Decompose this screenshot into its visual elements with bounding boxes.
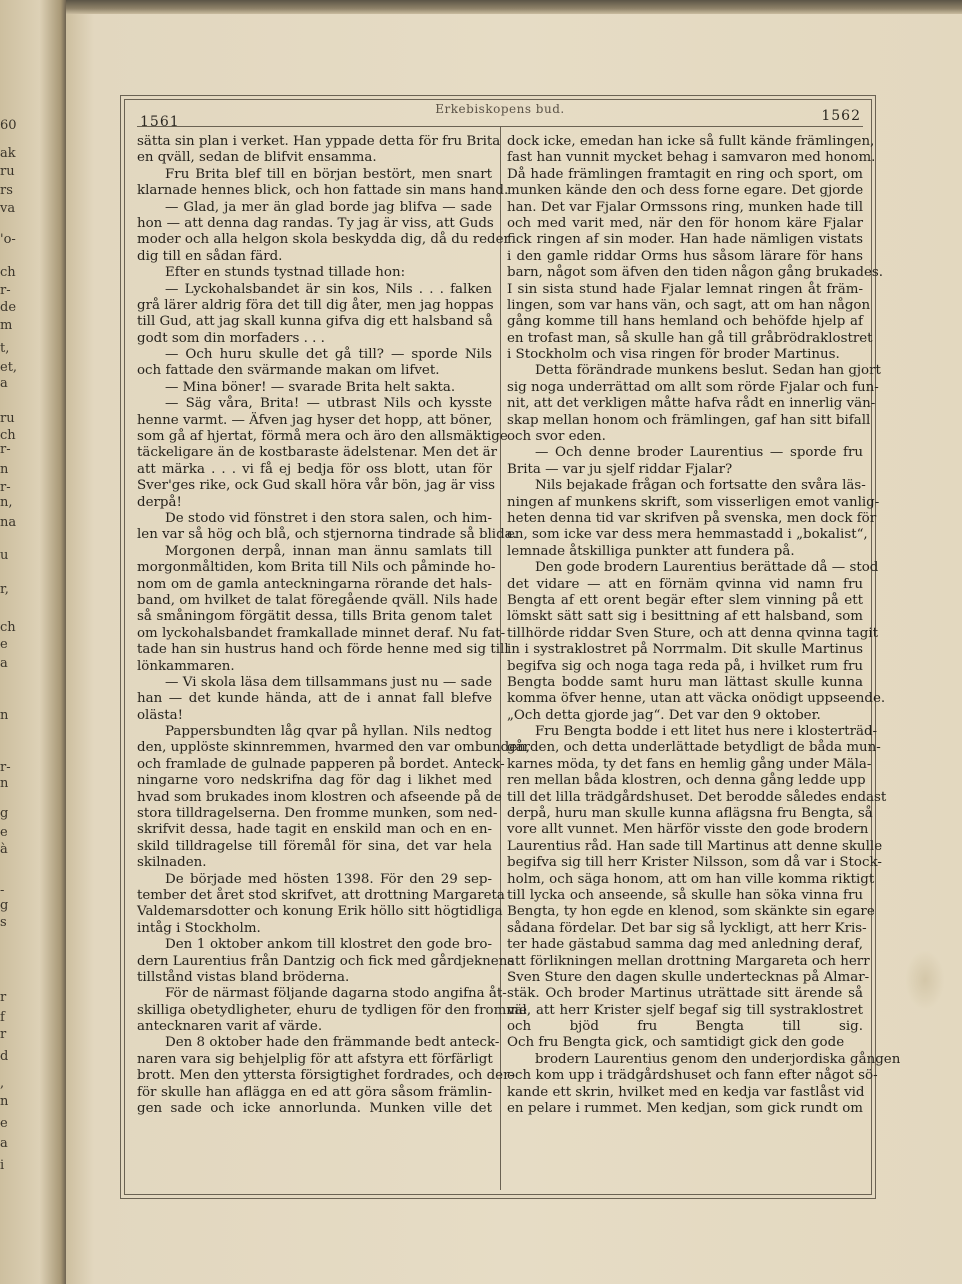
text-line: som gå af hjertat, förmå mera och äro den allsmäktige xyxy=(137,429,508,445)
margin-fragment: à xyxy=(0,842,8,857)
margin-fragment: r- xyxy=(0,480,11,495)
margin-fragment: r- xyxy=(0,442,11,457)
text-line: lemnade åtskilliga punkter att fundera på. xyxy=(507,543,795,559)
margin-fragment: de xyxy=(0,300,17,315)
margin-fragment: na xyxy=(0,515,17,530)
text-line: tillhörde riddar Sven Sture, och att denna qvinna tagit xyxy=(507,625,879,641)
text-line: derpå, huru man skulle kunna aflägsna fru Bengta, så xyxy=(507,806,873,822)
text-line: hvad som brukades inom klostren och afseende på de xyxy=(137,789,502,805)
text-line: en trofast man, så skulle han gå till gråbrödraklostret xyxy=(507,330,873,346)
margin-fragment: rs xyxy=(0,183,13,198)
text-line: heten denna tid var skrifven på svenska, men dock för xyxy=(507,510,877,526)
adjacent-page-edge xyxy=(0,0,66,1284)
margin-fragment: n xyxy=(0,776,9,791)
text-line: till Gud, att jag skall kunna gifva dig ett halsband så xyxy=(137,314,493,330)
text-line: nit, att det verkligen måtte hafva rådt en innerlig vän- xyxy=(507,396,876,412)
page-top-shadow xyxy=(66,0,962,14)
text-line: sådana fördelar. Det bar sig så lyckligt, att herr Kris- xyxy=(507,920,867,936)
text-line: komma öfver henne, utan att väcka onödigt uppseende. xyxy=(507,691,886,707)
margin-fragment: a xyxy=(0,376,8,391)
text-line: Den 1 oktober ankom till klostret den gode bro- xyxy=(165,937,492,953)
text-line: „Och detta gjorde jag“. Det var den 9 oktober. xyxy=(507,707,821,723)
page-header xyxy=(137,100,863,130)
text-line: holm, och säga honom, att om han ville komma riktigt xyxy=(507,871,875,887)
text-line: till lycka och anseende, så skulle han söka vinna fru xyxy=(507,887,863,903)
text-line: det vidare — att en förnäm qvinna vid namn fru xyxy=(507,576,863,592)
text-line: Fru Brita blef till en början bestört, men snart xyxy=(165,166,492,182)
text-line: skild tilldragelse till föremål för sina, det var hela xyxy=(137,838,492,854)
text-line: begifva sig och noga taga reda på, i hvilket rum fru xyxy=(507,658,863,674)
margin-fragment: et, xyxy=(0,360,18,375)
text-line: skilliga obetydligheter, ehuru de tydligen för den fromme xyxy=(137,1002,527,1018)
text-line: Efter en stunds tystnad tillade hon: xyxy=(165,265,406,281)
text-line: antecknaren varit af värde. xyxy=(137,1019,323,1035)
text-line: I sin sista stund hade Fjalar lemnat ringen åt främ- xyxy=(507,281,863,297)
text-line: naren vara sig behjelplig för att afstyra ett förfärligt xyxy=(137,1051,493,1067)
text-line: brodern Laurentius genom den underjordiska gången xyxy=(535,1051,901,1067)
text-line: Sver'ges rike, ock Gud skall höra vår bön, jag är viss xyxy=(137,478,495,494)
margin-fragment: e xyxy=(0,1116,8,1131)
text-line: i den gamle riddar Orms hus såsom lärare för hans xyxy=(507,248,863,264)
page-number-right: 1562 xyxy=(821,108,861,124)
text-line: lönkammaren. xyxy=(137,658,235,674)
text-line: skap mellan honom och främlingen, gaf han sitt bifall xyxy=(507,412,871,428)
margin-fragment: g xyxy=(0,806,9,821)
margin-fragment: e xyxy=(0,825,8,840)
text-line: Valdemarsdotter och konung Erik höllo sitt högtidliga xyxy=(137,904,503,920)
margin-fragment: - xyxy=(0,883,5,898)
text-line: och med varit med, när den för honom käre Fjalar xyxy=(507,215,863,231)
margin-fragment: va xyxy=(0,201,16,216)
text-line: moder och alla helgon skola beskydda dig, då du reder xyxy=(137,232,510,248)
margin-fragment: r- xyxy=(0,283,11,298)
text-line: För de närmast följande dagarna stodo angifna åt- xyxy=(165,986,507,1002)
margin-fragment: d xyxy=(0,1049,9,1064)
text-line: skrifvit dessa, hade tagit en enskild man och en en- xyxy=(137,822,492,838)
text-line: fast han vunnit mycket behag i samvaron med honom. xyxy=(507,150,876,166)
text-line: så småningom förgätit dessa, tills Brita genom talet xyxy=(137,609,492,625)
text-line: olästa! xyxy=(137,707,183,723)
text-line: sig noga underrättad om allt som rörde Fjalar och fun- xyxy=(507,379,879,395)
text-line: ningarne voro nedskrifna dag för dag i likhet med xyxy=(137,773,492,789)
margin-fragment: n xyxy=(0,708,9,723)
running-title: Erkebiskopens bud. xyxy=(435,102,565,116)
margin-fragment: t, xyxy=(0,341,10,356)
text-line: kande ett skrin, hvilket med en kedja var fastlåst vid xyxy=(507,1084,865,1100)
text-line: han — det kunde hända, att de i annat fall blefve xyxy=(137,691,492,707)
margin-fragment: r xyxy=(0,1027,7,1042)
text-line: fick ringen af sin moder. Han hade nämligen vistats xyxy=(507,232,863,248)
margin-fragment: e xyxy=(0,637,8,652)
text-line: den, upplöste skinnremmen, hvarmed den var ombunden, xyxy=(137,740,531,756)
paper-stain xyxy=(905,950,945,1010)
text-line: — Och huru skulle det gå till? — sporde Nils xyxy=(165,347,492,363)
text-line: Den 8 oktober hade den främmande bedt anteck- xyxy=(165,1035,500,1051)
text-line: och framlade de gulnade papperen på bordet. Anteck- xyxy=(137,756,505,772)
text-line: och fattade den svärmande makan om lifvet. xyxy=(137,363,440,379)
text-line: en qväll, sedan de blifvit ensamma. xyxy=(137,150,377,166)
text-line: ter hade gästabud samma dag med anledning deraf, xyxy=(507,937,863,953)
text-line: hon — att denna dag randas. Ty jag är viss, att Guds xyxy=(137,215,494,231)
text-line: len var så hög och blå, och stjernorna tindrade så blida. xyxy=(137,527,517,543)
text-line: skilnaden. xyxy=(137,855,207,871)
text-line: Detta förändrade munkens beslut. Sedan han gjort xyxy=(535,363,881,379)
text-line: De började med hösten 1398. För den 29 sep- xyxy=(165,871,492,887)
text-line: tade han sin hustrus hand och förde henne med sig till xyxy=(137,642,509,658)
text-line: De stodo vid fönstret i den stora salen, och him- xyxy=(165,510,492,526)
text-line: att märka . . . vi få ej bedja för oss blott, utan för xyxy=(137,461,492,477)
text-line: ren mellan båda klostren, och denna gång ledde upp xyxy=(507,773,866,789)
text-line: för skulle han aflägga en ed att göra såsom främlin- xyxy=(137,1084,492,1100)
margin-fragment: n xyxy=(0,1094,9,1109)
margin-fragment: ch xyxy=(0,265,16,280)
text-line: intåg i Stockholm. xyxy=(137,920,261,936)
text-line: en, som icke var dess mera hemmastadd i „bokalist“, xyxy=(507,527,868,543)
page-number-left: 1561 xyxy=(140,114,180,130)
margin-fragment: r- xyxy=(0,760,11,775)
margin-fragment: i xyxy=(0,1158,5,1173)
text-line: Den gode brodern Laurentius berättade då — stod xyxy=(535,560,879,576)
text-line: munken kände den och dess forne egare. Det gjorde xyxy=(507,183,864,199)
text-line: Nils bejakade frågan och fortsatte den svåra läs- xyxy=(535,478,866,494)
text-line: Bengta af ett orent begär efter slem vinning på ett xyxy=(507,592,863,608)
text-line: derpå! xyxy=(137,494,182,510)
margin-fragment: f xyxy=(0,1010,5,1025)
margin-fragment: a xyxy=(0,656,8,671)
margin-fragment: ak xyxy=(0,146,16,161)
text-line: en pelare i rummet. Men kedjan, som gick rundt om xyxy=(507,1101,863,1117)
text-line: Sven Sture den dagen skulle undertecknas på Almar- xyxy=(507,969,870,985)
margin-fragment: g xyxy=(0,898,9,913)
text-line: karnes möda, ty det fans en hemlig gång under Mäla- xyxy=(507,756,872,772)
text-line: Brita — var ju sjelf riddar Fjalar? xyxy=(507,461,733,477)
margin-fragment: r xyxy=(0,990,7,1005)
text-line: han. Det var Fjalar Ormssons ring, munken hade till xyxy=(507,199,863,215)
text-line: begifva sig till herr Krister Nilsson, som då var i Stock- xyxy=(507,855,882,871)
text-line: nom om de gamla anteckningarna rörande det hals- xyxy=(137,576,492,592)
margin-fragment: 60 xyxy=(0,118,17,133)
text-line: att förlikningen mellan drottning Margareta och herr xyxy=(507,953,870,969)
margin-fragment: r, xyxy=(0,582,9,597)
text-line: täckeligare än de kostbaraste ädelstenar. Men det är xyxy=(137,445,498,461)
text-line: stäk. Och broder Martinus uträttade sitt ärende så xyxy=(507,986,863,1002)
text-line: morgonmåltiden, kom Brita till Nils och påminde ho- xyxy=(137,560,496,576)
text-line: stora tilldragelserna. Den fromme munken, som ned- xyxy=(137,806,498,822)
text-line: i Stockholm och visa ringen för broder Martinus. xyxy=(507,347,840,363)
text-line: Bengta, ty hon egde en klenod, som skänkte sin egare xyxy=(507,904,875,920)
text-line: barn, något som äfven den tiden någon gång brukades. xyxy=(507,265,884,281)
margin-fragment: n xyxy=(0,462,9,477)
text-line: godt som din morfaders . . . xyxy=(137,330,325,346)
margin-fragment: a xyxy=(0,1136,8,1151)
text-line: Fru Bengta bodde i ett litet hus nere i klosterträd- xyxy=(535,724,878,740)
text-line: Morgonen derpå, innan man ännu samlats till xyxy=(165,543,492,559)
text-line: väl, att herr Krister sjelf begaf sig till systraklostret xyxy=(507,1002,863,1018)
text-column-left xyxy=(137,134,531,1117)
text-line: Pappersbundten låg qvar på hyllan. Nils nedtog xyxy=(165,724,492,740)
text-line: lingen, som var hans vän, och sagt, att om han någon xyxy=(507,297,871,313)
text-column-right xyxy=(507,134,901,1117)
text-line: gång komme till hans hemland och behöfde hjelp af xyxy=(507,314,863,330)
text-line: och bjöd fru Bengta till sig. xyxy=(507,1019,863,1035)
text-line: om lyckohalsbandet framkallade minnet deraf. Nu fat- xyxy=(137,625,506,641)
margin-fragment: ch xyxy=(0,428,16,443)
text-line: — Lyckohalsbandet är sin kos, Nils . . . falken xyxy=(165,281,492,297)
text-line: henne varmt. — Äfven jag hyser det hopp, att böner, xyxy=(137,412,493,428)
text-line: brott. Men den yttersta försigtighet fordrades, och der- xyxy=(137,1068,515,1084)
margin-fragment: m xyxy=(0,318,13,333)
text-line: — Glad, ja mer än glad borde jag blifva — sade xyxy=(165,199,492,215)
margin-fragment: ru xyxy=(0,164,15,179)
text-line: ningen af munkens skrift, som visserligen emot vanlig- xyxy=(507,494,880,510)
text-line: Laurentius råd. Han sade till Martinus att denne skulle xyxy=(507,838,883,854)
margin-fragment: 'o- xyxy=(0,232,16,247)
text-line: — Vi skola läsa dem tillsammans just nu — sade xyxy=(165,674,492,690)
text-line: Bengta bodde samt huru man lättast skulle kunna xyxy=(507,674,863,690)
text-line: — Säg våra, Brita! — utbrast Nils och kysste xyxy=(165,396,492,412)
text-line: — Och denne broder Laurentius — sporde fru xyxy=(535,445,863,461)
text-line: gården, och detta underlättade betydligt de båda mun- xyxy=(507,740,881,756)
text-line: Och fru Bengta gick, och samtidigt gick den gode xyxy=(507,1035,845,1051)
text-line: tillstånd vistas bland bröderna. xyxy=(137,969,350,985)
text-line: till det lilla trädgårdshuset. Det berodde således endast xyxy=(507,789,887,805)
margin-fragment: ch xyxy=(0,620,16,635)
text-line: tember det året stod skrifvet, att drottning Margareta xyxy=(137,887,505,903)
text-line: gen sade och icke annorlunda. Munken ville det xyxy=(137,1101,492,1117)
text-line: dern Laurentius från Dantzig och fick med gårdjeknens xyxy=(137,953,515,969)
margin-fragment: n, xyxy=(0,495,13,510)
text-line: klarnade hennes blick, och hon fattade sin mans hand. xyxy=(137,183,509,199)
text-line: in i systraklostret på Norrmalm. Dit skulle Martinus xyxy=(507,642,863,658)
text-line: sätta sin plan i verket. Han yppade detta för fru Brita xyxy=(137,134,501,149)
margin-fragment: s xyxy=(0,915,7,930)
margin-fragment: , xyxy=(0,1076,5,1091)
text-line: och kom upp i trädgårdshuset och fann efter något sö- xyxy=(507,1068,878,1084)
text-line: och svor eden. xyxy=(507,429,606,445)
text-line: band, om hvilket de talat föregående qväll. Nils hade xyxy=(137,592,498,608)
column-divider xyxy=(500,127,501,1190)
text-line: dig till en sådan färd. xyxy=(137,248,283,264)
text-line: Då hade främlingen framtagit en ring och sport, om xyxy=(507,166,863,182)
text-line: lömskt sätt satt sig i besittning af ett halsband, som xyxy=(507,609,863,625)
text-line: grå lärer aldrig föra det till dig åter, men jag hoppas xyxy=(137,297,494,313)
margin-fragment: ru xyxy=(0,411,15,426)
text-line: vore allt vunnet. Men härför visste den gode brodern xyxy=(507,822,869,838)
text-line: dock icke, emedan han icke så fullt kände främlingen, xyxy=(507,134,875,149)
margin-fragment: u xyxy=(0,548,9,563)
text-line: — Mina böner! — svarade Brita helt sakta. xyxy=(165,379,456,395)
